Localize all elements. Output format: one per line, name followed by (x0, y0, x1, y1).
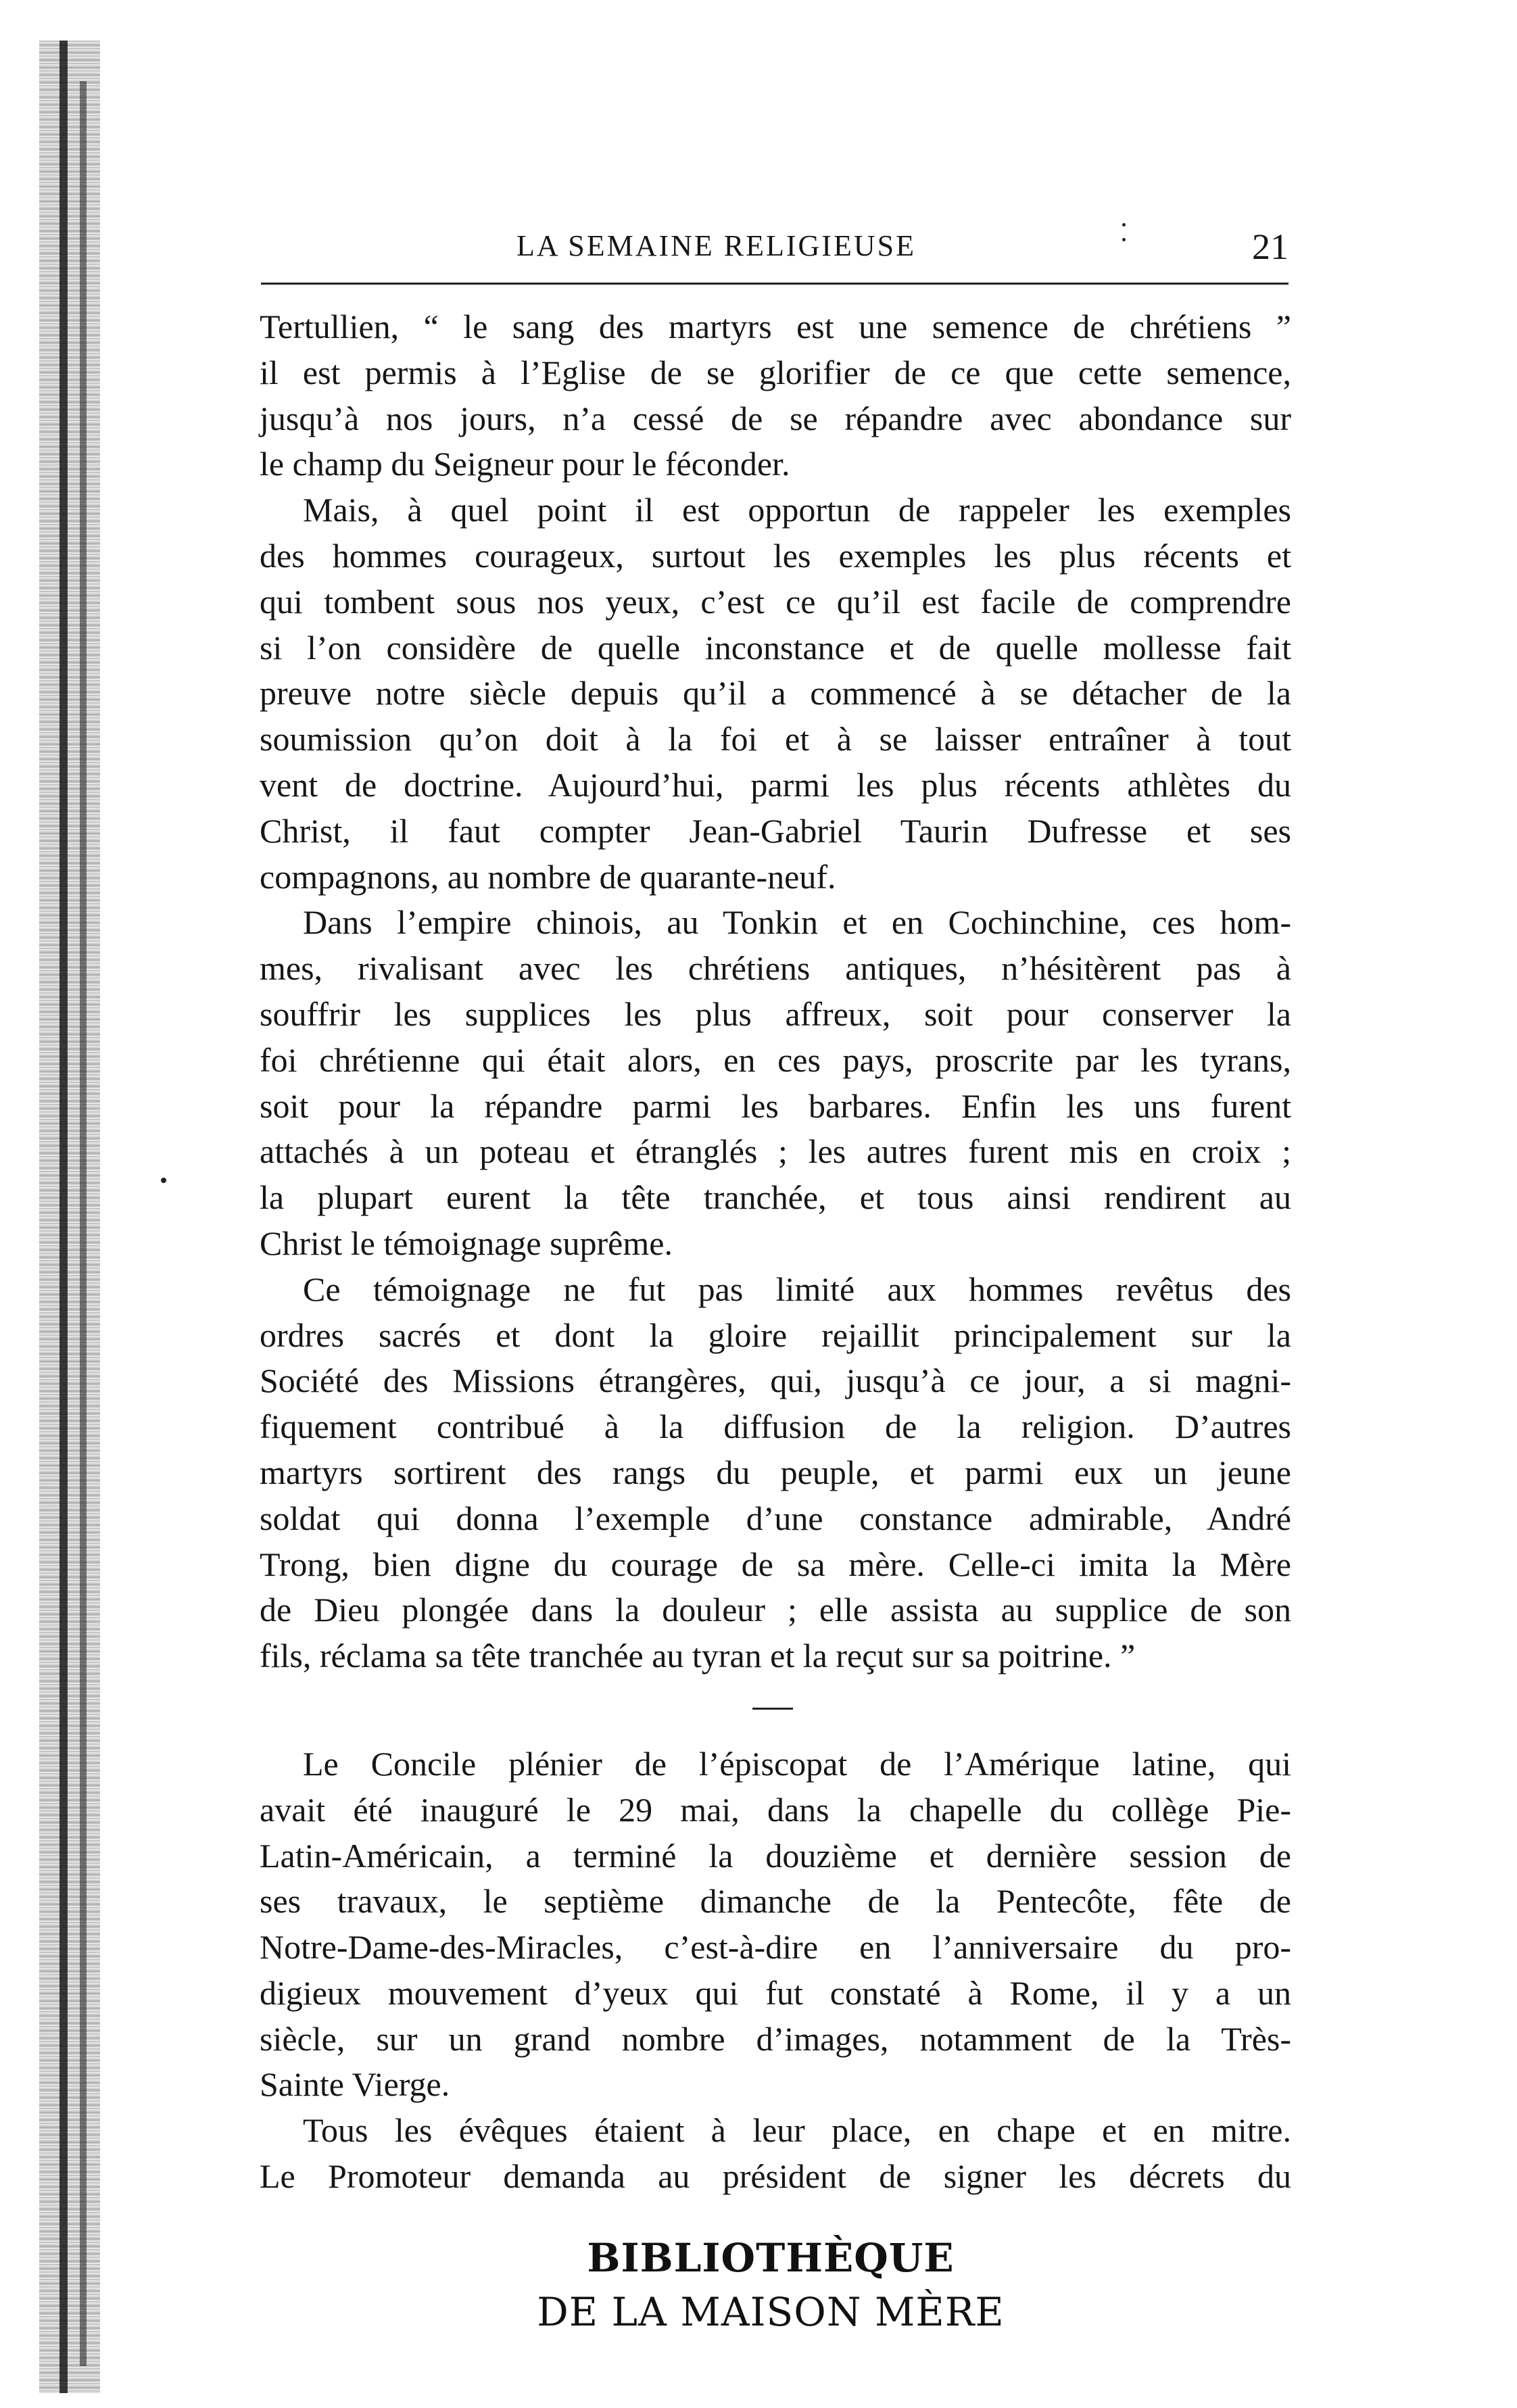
paragraph (260, 304, 1291, 487)
text-line: Notre-Dame-des-Miracles, c’est-à-dire en l’anniversaire du pro- (260, 1928, 1291, 1967)
text-line: digieux mouvement d’yeux qui fut constaté à Rome, il y a un (260, 1973, 1291, 2012)
section-divider-rule (752, 1708, 793, 1710)
text-line: ses travaux, le septième dimanche de la Pentecôte, fête de (260, 1882, 1291, 1921)
text-line: il est permis à l’Eglise de se glorifier de ce que cette semence, (260, 353, 1291, 391)
text-line: jusqu’à nos jours, n’a cessé de se répandre avec abondance sur (260, 399, 1291, 437)
text-line: le champ du Seigneur pour le féconder. (260, 445, 790, 483)
text-line: Ce témoignage ne fut pas limité aux hommes revêtus des (303, 1270, 1291, 1308)
text-line: Tous les évêques étaient à leur place, en chape et en mitre. (303, 2111, 1291, 2150)
text-line: Sainte Vierge. (260, 2065, 450, 2104)
ink-speck (161, 1178, 166, 1183)
paragraph (260, 900, 1291, 1266)
text-line: Le Concile plénier de l’épiscopat de l’Amérique latine, qui (303, 1744, 1291, 1783)
text-line: Le Promoteur demanda au président de signer les décrets du (260, 2157, 1291, 2196)
paragraph (260, 2108, 1291, 2200)
paragraph (260, 1741, 1291, 2108)
text-line: ordres sacrés et dont la gloire rejaillit principalement sur la (260, 1316, 1291, 1354)
text-line: compagnons, au nombre de quarante-neuf. (260, 857, 836, 896)
binding-edge-shadow (39, 41, 100, 2393)
paragraph (260, 487, 1291, 900)
running-head (261, 228, 1289, 269)
text-line: Société des Missions étrangères, qui, jusqu’à ce jour, a si magni- (260, 1362, 1291, 1400)
running-title: LA SEMAINE RELIGIEUSE (516, 229, 916, 262)
paragraph (260, 1267, 1291, 1679)
section-gap (260, 1679, 1291, 1741)
ink-speck (1122, 223, 1126, 226)
text-line: fiquement contribué à la diffusion de la religion. D’autres (260, 1407, 1291, 1446)
text-line: martyrs sortirent des rangs du peuple, et parmi eux un jeune (260, 1453, 1291, 1491)
text-line: preuve notre siècle depuis qu’il a commencé à se détacher de la (260, 674, 1291, 713)
text-line: Trong, bien digne du courage de sa mère. Celle-ci imita la Mère (260, 1545, 1291, 1583)
text-line: des hommes courageux, surtout les exemples les plus récents et (260, 536, 1291, 575)
text-line: soldat qui donna l’exemple d’une constance admirable, André (260, 1499, 1291, 1537)
text-line: Dans l’empire chinois, au Tonkin et en Cochinchine, ces hom- (303, 903, 1291, 942)
text-line: la plupart eurent la tête tranchée, et tous ainsi rendirent au (260, 1178, 1291, 1217)
text-line: si l’on considère de quelle inconstance et de quelle mollesse fait (260, 628, 1291, 667)
text-line: souffrir les supplices les plus affreux, soit pour conserver la (260, 994, 1291, 1033)
stamp-line-2: DE LA MAISON MÈRE (537, 2289, 1005, 2335)
text-line: Christ le témoignage suprême. (260, 1224, 673, 1262)
text-line: Christ, il faut compter Jean-Gabriel Taurin Dufresse et ses (260, 811, 1291, 850)
text-line: Mais, à quel point il est opportun de rappeler les exemples (303, 491, 1291, 529)
page-number: 21 (1252, 226, 1289, 267)
binding-edge-line (59, 41, 68, 2393)
stamp-line-1: BIBLIOTHÈQUE (587, 2235, 955, 2281)
text-line: mes, rivalisant avec les chrétiens antiques, n’hésitèrent pas à (260, 949, 1291, 988)
library-stamp (493, 2231, 1048, 2339)
text-line: foi chrétienne qui était alors, en ces pays, proscrite par les tyrans, (260, 1040, 1291, 1079)
body-text (260, 304, 1291, 2200)
text-line: vent de doctrine. Aujourd’hui, parmi les plus récents athlètes du (260, 765, 1291, 804)
text-line: fils, réclama sa tête tranchée au tyran et la reçut sur sa poitrine. ” (260, 1637, 1136, 1675)
text-line: avait été inauguré le 29 mai, dans la chapelle du collège Pie- (260, 1790, 1291, 1829)
text-line: Tertullien, “ le sang des martyrs est une semence de chrétiens ” (260, 308, 1291, 345)
text-line: Latin-Américain, a terminé la douzième et dernière session de (260, 1836, 1291, 1875)
header-rule (261, 283, 1289, 285)
text-line: soit pour la répandre parmi les barbares. Enfin les uns furent (260, 1086, 1291, 1125)
text-line: siècle, sur un grand nombre d’images, notamment de la Très- (260, 2019, 1291, 2058)
text-line: de Dieu plongée dans la douleur ; elle assista au supplice de son (260, 1591, 1291, 1629)
text-line: qui tombent sous nos yeux, c’est ce qu’il est facile de comprendre (260, 582, 1291, 621)
text-line: soumission qu’on doit à la foi et à se laisser entraîner à tout (260, 720, 1291, 758)
text-line: attachés à un poteau et étranglés ; les autres furent mis en croix ; (260, 1132, 1291, 1171)
binding-edge-line-inner (80, 81, 87, 2366)
